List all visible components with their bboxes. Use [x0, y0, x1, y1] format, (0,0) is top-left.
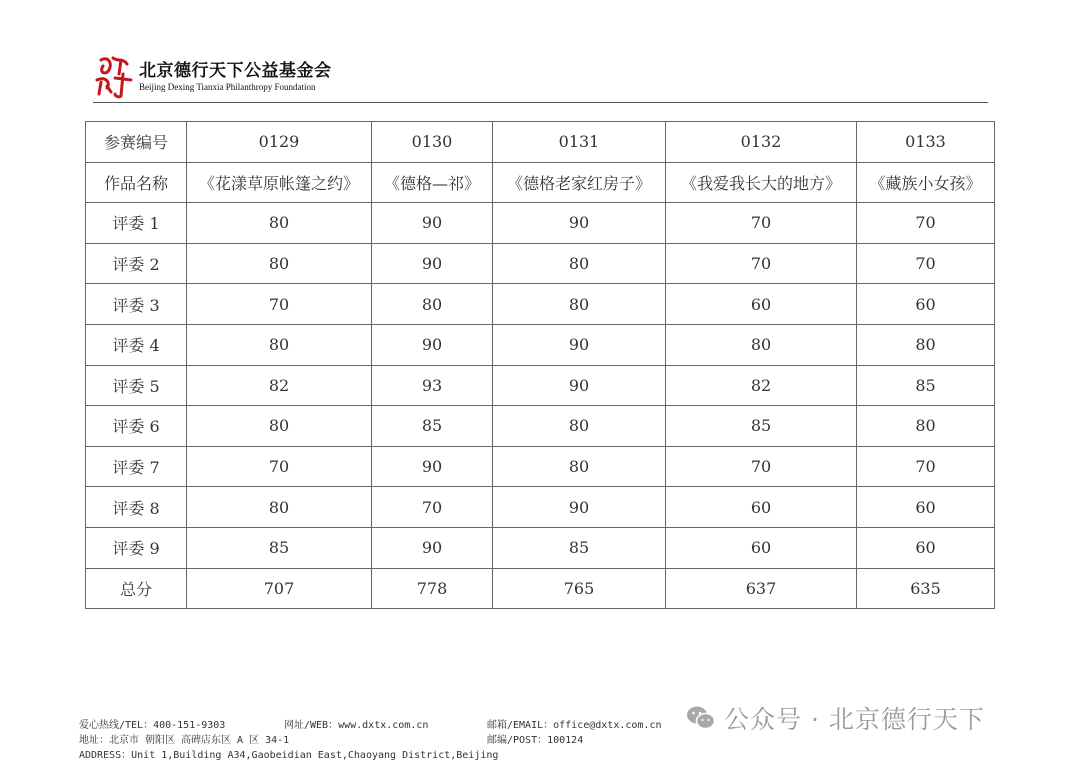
table-row [86, 122, 995, 163]
table-row [86, 324, 995, 365]
row-header-cell: 评委 4 [86, 324, 187, 365]
table-row [86, 284, 995, 325]
table-cell: 60 [857, 284, 995, 325]
row-header-cell: 总分 [86, 568, 187, 609]
table-cell: 60 [857, 487, 995, 528]
table-cell: 60 [666, 527, 857, 568]
seal-icon [93, 52, 135, 100]
table-cell: 90 [372, 324, 493, 365]
table-row [86, 365, 995, 406]
table-cell: 85 [372, 406, 493, 447]
table-cell: 765 [493, 568, 666, 609]
table-cell: 《藏族小女孩》 [857, 162, 995, 203]
foundation-logo [93, 52, 135, 100]
table-cell: 80 [187, 203, 372, 244]
org-name-en: Beijing Dexing Tianxia Philanthropy Foundation [139, 81, 316, 92]
row-header-cell: 评委 9 [86, 527, 187, 568]
row-header-cell: 评委 8 [86, 487, 187, 528]
table-cell: 0133 [857, 122, 995, 163]
table-cell: 90 [372, 527, 493, 568]
table-cell: 85 [857, 365, 995, 406]
table-row [86, 487, 995, 528]
table-cell: 60 [666, 284, 857, 325]
table-cell: 778 [372, 568, 493, 609]
row-header-cell: 评委 2 [86, 243, 187, 284]
page-header [93, 52, 332, 100]
table-cell: 80 [493, 406, 666, 447]
table-cell: 90 [372, 446, 493, 487]
table-cell: 70 [666, 446, 857, 487]
table-cell: 80 [187, 243, 372, 284]
footer-address-en: ADDRESS：Unit 1,Building A34,Gaobeidian East,Chaoyang District,Beijing [79, 750, 499, 761]
table-cell: 82 [187, 365, 372, 406]
table-cell: 80 [493, 284, 666, 325]
table-cell: 70 [666, 203, 857, 244]
table-cell: 80 [857, 406, 995, 447]
row-header-cell: 评委 7 [86, 446, 187, 487]
table-cell: 0132 [666, 122, 857, 163]
score-table [85, 121, 995, 609]
table-cell: 0130 [372, 122, 493, 163]
table-row [86, 203, 995, 244]
row-header-cell: 作品名称 [86, 162, 187, 203]
table-cell: 80 [372, 284, 493, 325]
table-cell: 70 [857, 203, 995, 244]
table-cell: 80 [187, 324, 372, 365]
wechat-icon [686, 705, 716, 731]
row-header-cell: 评委 5 [86, 365, 187, 406]
table-cell: 90 [493, 203, 666, 244]
table-row [86, 162, 995, 203]
table-cell: 85 [493, 527, 666, 568]
row-header-cell: 评委 1 [86, 203, 187, 244]
table-cell: 70 [372, 487, 493, 528]
table-cell: 635 [857, 568, 995, 609]
row-header-cell: 评委 6 [86, 406, 187, 447]
table-cell: 90 [372, 243, 493, 284]
table-cell: 90 [493, 324, 666, 365]
table-cell: 80 [857, 324, 995, 365]
table-cell: 80 [187, 406, 372, 447]
wechat-watermark [686, 700, 985, 736]
table-row [86, 527, 995, 568]
table-cell: 《德格—祁》 [372, 162, 493, 203]
table-row [86, 406, 995, 447]
table-cell: 80 [493, 243, 666, 284]
table-cell: 《德格老家红房子》 [493, 162, 666, 203]
footer-post: 邮编/POST：100124 [487, 735, 584, 746]
table-cell: 82 [666, 365, 857, 406]
row-header-cell: 评委 3 [86, 284, 187, 325]
table-cell: 《我爱我长大的地方》 [666, 162, 857, 203]
footer-tel: 爱心热线/TEL：400-151-9303 [79, 720, 226, 731]
table-cell: 80 [666, 324, 857, 365]
table-cell: 637 [666, 568, 857, 609]
page-footer [79, 718, 662, 763]
table-row [86, 568, 995, 609]
table-cell: 80 [187, 487, 372, 528]
table-cell: 90 [493, 365, 666, 406]
watermark-text: 公众号 · 北京德行天下 [724, 705, 985, 734]
row-header-cell: 参赛编号 [86, 122, 187, 163]
table-cell: 70 [187, 446, 372, 487]
table-cell: 93 [372, 365, 493, 406]
table-cell: 70 [857, 446, 995, 487]
table-cell: 70 [857, 243, 995, 284]
table-cell: 90 [372, 203, 493, 244]
table-cell: 85 [666, 406, 857, 447]
table-cell: 70 [187, 284, 372, 325]
table-cell: 80 [493, 446, 666, 487]
table-cell: 0131 [493, 122, 666, 163]
table-cell: 60 [666, 487, 857, 528]
table-cell: 《花漾草原帐篷之约》 [187, 162, 372, 203]
footer-email: 邮箱/EMAIL：office@dxtx.com.cn [487, 720, 662, 731]
table-row [86, 446, 995, 487]
table-cell: 85 [187, 527, 372, 568]
table-cell: 60 [857, 527, 995, 568]
table-cell: 90 [493, 487, 666, 528]
footer-web: 网址/WEB：www.dxtx.com.cn [284, 720, 429, 731]
footer-address-cn: 地址：北京市 朝阳区 高碑店东区 A 区 34-1 [79, 735, 290, 746]
table-cell: 70 [666, 243, 857, 284]
org-name: 北京德行天下公益基金会 [139, 60, 332, 81]
table-cell: 707 [187, 568, 372, 609]
table-row [86, 243, 995, 284]
table-cell: 0129 [187, 122, 372, 163]
header-divider [93, 102, 988, 103]
